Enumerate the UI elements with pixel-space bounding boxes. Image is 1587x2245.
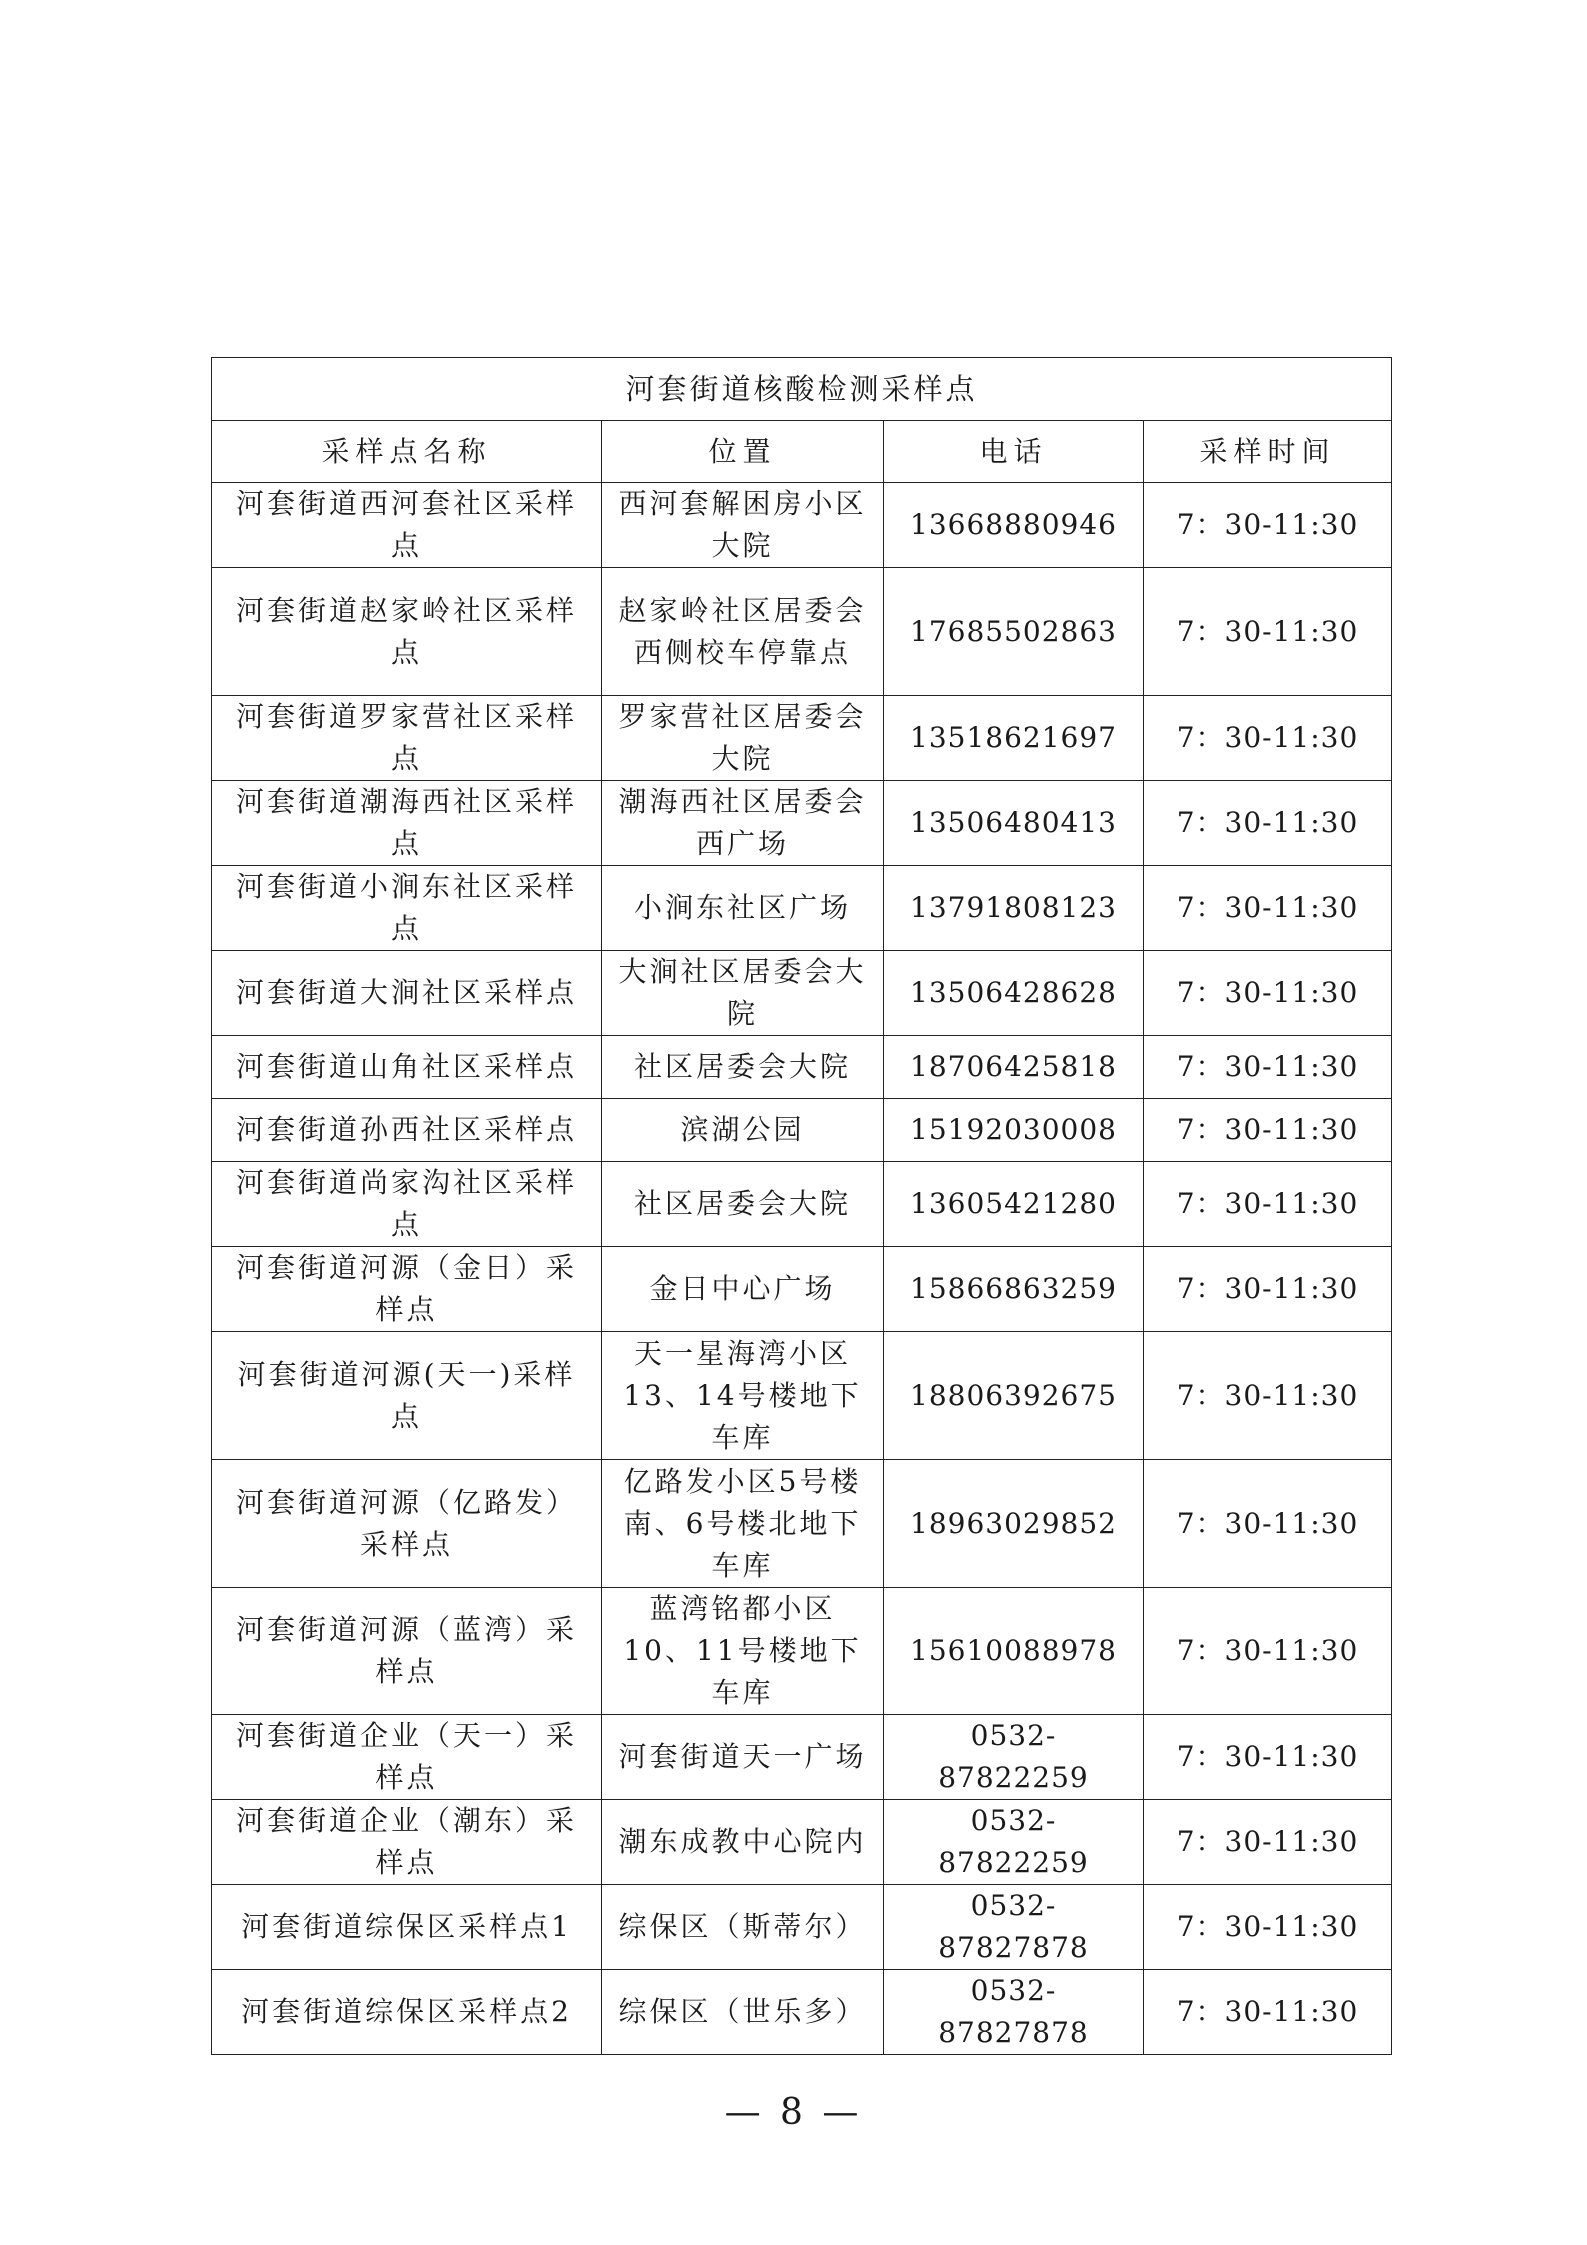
phone-cell: 13506428628 [884,951,1144,1036]
site-name-cell: 河套街道大涧社区采样点 [212,951,602,1036]
table-row [212,1800,1392,1885]
sampling-time-cell: 7：30-11:30 [1144,568,1392,696]
location-cell: 罗家营社区居委会大院 [602,696,884,781]
site-name-cell: 河套街道河源(天一)采样点 [212,1332,602,1460]
sampling-time-cell: 7：30-11:30 [1144,1588,1392,1715]
page-number: — 8 — [724,2092,863,2133]
sampling-time-cell: 7：30-11:30 [1144,781,1392,866]
phone-cell: 18806392675 [884,1332,1144,1460]
table-header-row [212,421,1392,483]
phone-cell: 18963029852 [884,1460,1144,1588]
header-sampling-time: 采样时间 [1144,421,1392,483]
table-row [212,568,1392,696]
table-row [212,1460,1392,1588]
phone-cell: 0532-87822259 [884,1715,1144,1800]
phone-cell: 0532-87827878 [884,1970,1144,2055]
sampling-time-cell: 7：30-11:30 [1144,1970,1392,2055]
site-name-cell: 河套街道河源（金日）采样点 [212,1247,602,1332]
location-cell: 金日中心广场 [602,1247,884,1332]
site-name-cell: 河套街道罗家营社区采样点 [212,696,602,781]
location-cell: 潮东成教中心院内 [602,1800,884,1885]
sampling-sites-table [211,357,1392,2055]
sampling-time-cell: 7：30-11:30 [1144,1715,1392,1800]
sampling-time-cell: 7：30-11:30 [1144,1099,1392,1162]
location-cell: 亿路发小区5号楼南、6号楼北地下车库 [602,1460,884,1588]
table-row [212,951,1392,1036]
location-cell: 综保区（斯蒂尔） [602,1885,884,1970]
location-cell: 大涧社区居委会大院 [602,951,884,1036]
phone-cell: 15610088978 [884,1588,1144,1715]
location-cell: 河套街道天一广场 [602,1715,884,1800]
table-row [212,781,1392,866]
site-name-cell: 河套街道河源（蓝湾）采样点 [212,1588,602,1715]
table-row [212,1970,1392,2055]
location-cell: 社区居委会大院 [602,1162,884,1247]
sampling-time-cell: 7：30-11:30 [1144,696,1392,781]
site-name-cell: 河套街道综保区采样点1 [212,1885,602,1970]
sampling-time-cell: 7：30-11:30 [1144,1247,1392,1332]
table-row [212,1099,1392,1162]
location-cell: 滨湖公园 [602,1099,884,1162]
sampling-time-cell: 7：30-11:30 [1144,1800,1392,1885]
site-name-cell: 河套街道潮海西社区采样点 [212,781,602,866]
phone-cell: 0532-87822259 [884,1800,1144,1885]
location-cell: 西河套解困房小区大院 [602,483,884,568]
site-name-cell: 河套街道西河套社区采样点 [212,483,602,568]
sampling-time-cell: 7：30-11:30 [1144,1036,1392,1099]
sampling-time-cell: 7：30-11:30 [1144,1162,1392,1247]
table-row [212,1588,1392,1715]
sampling-time-cell: 7：30-11:30 [1144,951,1392,1036]
table-row [212,696,1392,781]
sampling-time-cell: 7：30-11:30 [1144,483,1392,568]
sampling-time-cell: 7：30-11:30 [1144,866,1392,951]
table-row [212,1332,1392,1460]
table-title: 河套街道核酸检测采样点 [212,358,1392,421]
phone-cell: 13791808123 [884,866,1144,951]
sampling-sites-table-container [211,357,1391,2055]
table-row [212,483,1392,568]
site-name-cell: 河套街道小涧东社区采样点 [212,866,602,951]
sampling-time-cell: 7：30-11:30 [1144,1332,1392,1460]
table-row [212,866,1392,951]
location-cell: 潮海西社区居委会西广场 [602,781,884,866]
phone-cell: 15866863259 [884,1247,1144,1332]
site-name-cell: 河套街道孙西社区采样点 [212,1099,602,1162]
site-name-cell: 河套街道企业（潮东）采样点 [212,1800,602,1885]
phone-cell: 0532-87827878 [884,1885,1144,1970]
location-cell: 小涧东社区广场 [602,866,884,951]
phone-cell: 15192030008 [884,1099,1144,1162]
header-location: 位置 [602,421,884,483]
table-row [212,1715,1392,1800]
header-phone: 电话 [884,421,1144,483]
site-name-cell: 河套街道企业（天一）采样点 [212,1715,602,1800]
location-cell: 综保区（世乐多） [602,1970,884,2055]
site-name-cell: 河套街道赵家岭社区采样点 [212,568,602,696]
site-name-cell: 河套街道尚家沟社区采样点 [212,1162,602,1247]
phone-cell: 13518621697 [884,696,1144,781]
location-cell: 天一星海湾小区13、14号楼地下车库 [602,1332,884,1460]
phone-cell: 13605421280 [884,1162,1144,1247]
table-row [212,1036,1392,1099]
location-cell: 蓝湾铭都小区10、11号楼地下车库 [602,1588,884,1715]
sampling-time-cell: 7：30-11:30 [1144,1885,1392,1970]
table-row [212,1162,1392,1247]
site-name-cell: 河套街道山角社区采样点 [212,1036,602,1099]
site-name-cell: 河套街道河源（亿路发）采样点 [212,1460,602,1588]
site-name-cell: 河套街道综保区采样点2 [212,1970,602,2055]
location-cell: 社区居委会大院 [602,1036,884,1099]
table-row [212,1247,1392,1332]
phone-cell: 13668880946 [884,483,1144,568]
phone-cell: 13506480413 [884,781,1144,866]
sampling-time-cell: 7：30-11:30 [1144,1460,1392,1588]
location-cell: 赵家岭社区居委会西侧校车停靠点 [602,568,884,696]
table-row [212,1885,1392,1970]
table-title-row [212,358,1392,421]
phone-cell: 17685502863 [884,568,1144,696]
phone-cell: 18706425818 [884,1036,1144,1099]
header-site-name: 采样点名称 [212,421,602,483]
